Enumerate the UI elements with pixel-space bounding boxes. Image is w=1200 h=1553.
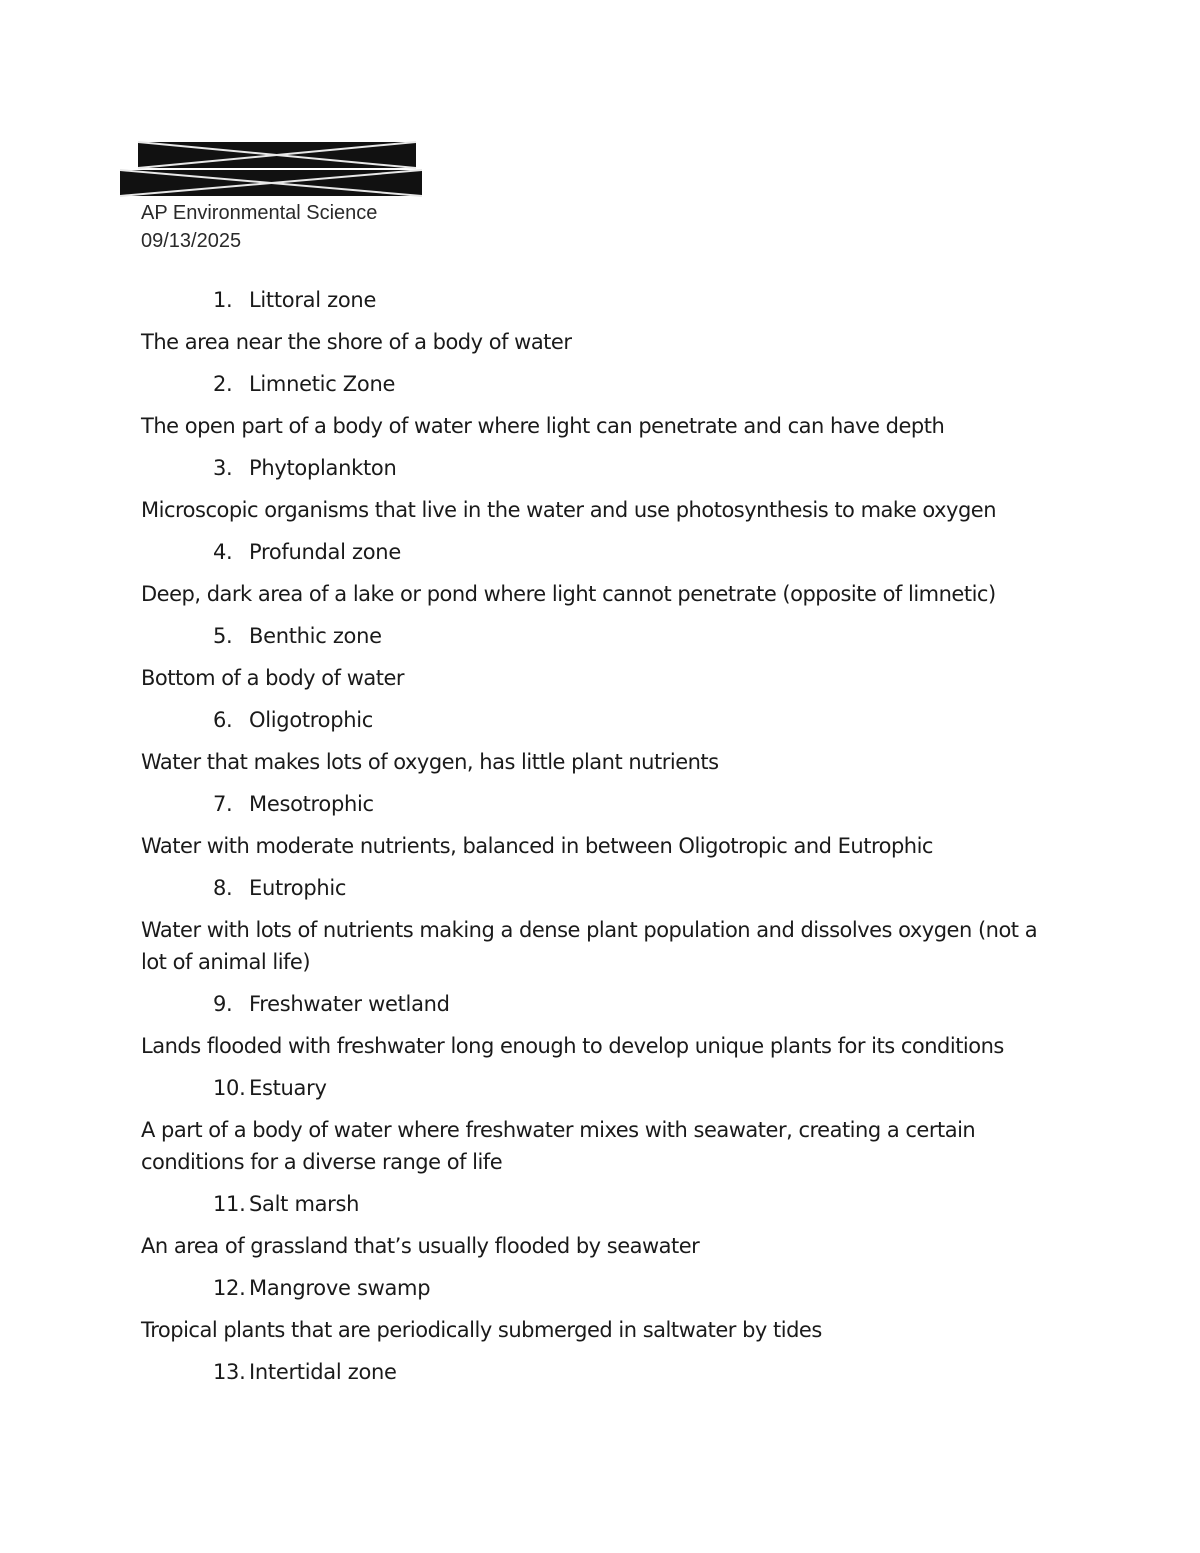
term-number: 4. <box>213 540 233 564</box>
term-number: 10. <box>213 1076 246 1100</box>
term-definition: An area of grassland that’s usually flooded by seawater <box>141 1234 700 1258</box>
term-name: Profundal zone <box>249 540 401 564</box>
term-definition: Water that makes lots of oxygen, has little plant nutrients <box>141 750 719 774</box>
term-number: 3. <box>213 456 233 480</box>
term-title <box>141 536 1061 568</box>
term-definition: Tropical plants that are periodically submerged in saltwater by tides <box>141 1318 822 1342</box>
term-title <box>141 788 1061 820</box>
term-number: 9. <box>213 992 233 1016</box>
term-title <box>141 1356 1061 1388</box>
term-title <box>141 1072 1061 1104</box>
term-name: Freshwater wetland <box>249 992 450 1016</box>
term-title <box>141 368 1061 400</box>
term-definition: Water with lots of nutrients making a dense plant population and dissolves oxygen (not a lot of animal life) <box>141 918 1038 974</box>
term-title <box>141 1272 1061 1304</box>
term-title <box>141 620 1061 652</box>
term-name: Eutrophic <box>249 876 347 900</box>
name-redaction <box>120 140 422 198</box>
term-definition: Microscopic organisms that live in the water and use photosynthesis to make oxygen <box>141 498 997 522</box>
term-number: 12. <box>213 1276 246 1300</box>
term-name: Estuary <box>249 1076 327 1100</box>
term-title <box>141 284 1061 316</box>
term-name: Phytoplankton <box>249 456 397 480</box>
term-number: 6. <box>213 708 233 732</box>
term-title <box>141 988 1061 1020</box>
term-name: Mesotrophic <box>249 792 374 816</box>
course-name: AP Environmental Science <box>141 202 378 224</box>
term-number: 8. <box>213 876 233 900</box>
term-name: Littoral zone <box>249 288 377 312</box>
term-definition: A part of a body of water where freshwater mixes with seawater, creating a certain conditions for a diverse range of life <box>141 1118 976 1174</box>
term-title <box>141 704 1061 736</box>
term-definition: Deep, dark area of a lake or pond where light cannot penetrate (opposite of limnetic) <box>141 582 996 606</box>
term-title <box>141 452 1061 484</box>
term-number: 11. <box>213 1192 246 1216</box>
term-name: Limnetic Zone <box>249 372 396 396</box>
term-name: Benthic zone <box>249 624 382 648</box>
term-number: 7. <box>213 792 233 816</box>
term-definition: Bottom of a body of water <box>141 666 405 690</box>
term-title <box>141 872 1061 904</box>
term-number: 5. <box>213 624 233 648</box>
document-date: 09/13/2025 <box>141 230 242 252</box>
term-definition: Lands flooded with freshwater long enough to develop unique plants for its conditions <box>141 1034 1004 1058</box>
term-name: Intertidal zone <box>249 1360 397 1384</box>
term-definition: Water with moderate nutrients, balanced in between Oligotropic and Eutrophic <box>141 834 933 858</box>
term-definition: The area near the shore of a body of water <box>141 330 572 354</box>
term-title <box>141 1188 1061 1220</box>
term-number: 1. <box>213 288 233 312</box>
term-number: 2. <box>213 372 233 396</box>
term-definition: The open part of a body of water where light can penetrate and can have depth <box>141 414 945 438</box>
term-name: Salt marsh <box>249 1192 360 1216</box>
term-name: Oligotrophic <box>249 708 374 732</box>
vocabulary-list <box>141 284 1061 1388</box>
term-number: 13. <box>213 1360 246 1384</box>
term-name: Mangrove swamp <box>249 1276 431 1300</box>
